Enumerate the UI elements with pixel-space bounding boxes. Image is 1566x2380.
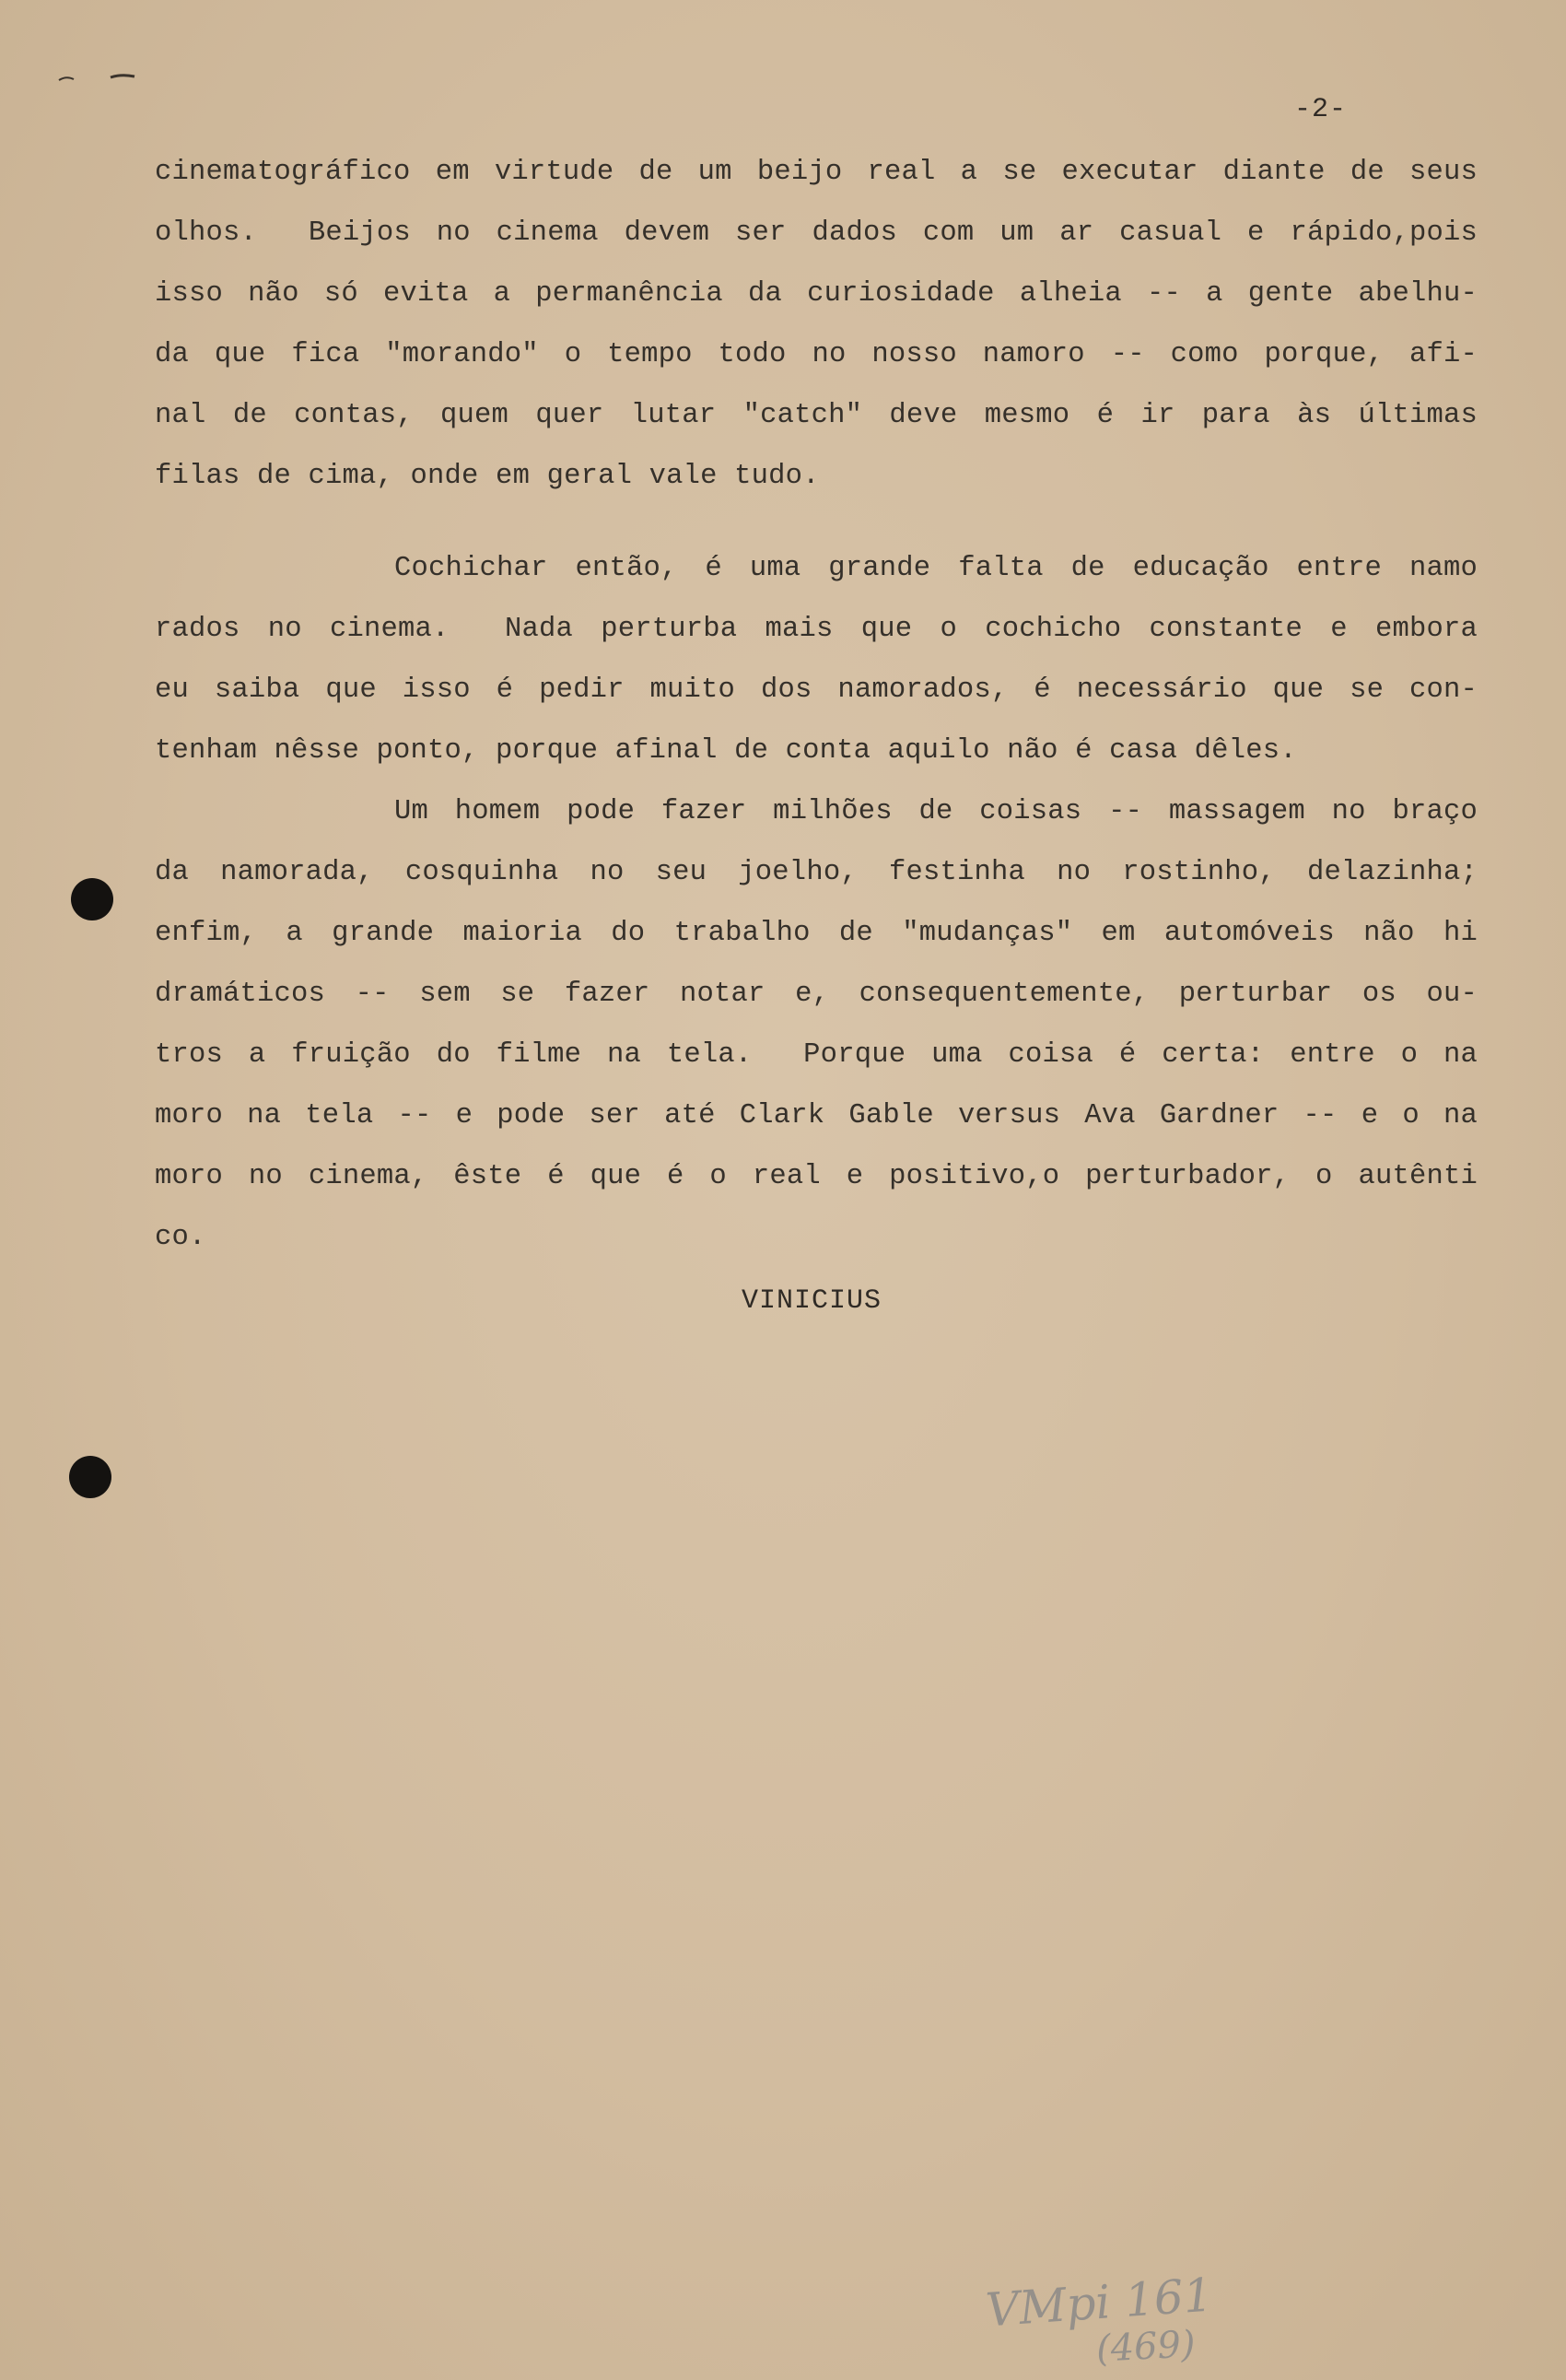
text-line: isso não só evita a permanência da curiosidade alheia -- a gente abelhu- <box>155 278 1478 310</box>
text-line: co. <box>155 1222 206 1253</box>
punch-hole <box>69 1456 111 1498</box>
text-line: filas de cima, onde em geral vale tudo. <box>155 461 820 492</box>
page-number: -2- <box>1294 94 1348 125</box>
text-line: enfim, a grande maioria do trabalho de "mudanças" em automóveis não hi <box>155 918 1478 949</box>
text-line: moro na tela -- e pode ser até Clark Gable versus Ava Gardner -- e o na <box>155 1100 1478 1131</box>
text-line: moro no cinema, êste é que é o real e positivo,o perturbador, o autênti <box>155 1161 1478 1192</box>
text-line: Um homem pode fazer milhões de coisas -- massagem no braço <box>394 796 1478 827</box>
text-line: nal de contas, quem quer lutar "catch" deve mesmo é ir para às últimas <box>155 400 1478 431</box>
text-line: olhos. Beijos no cinema devem ser dados com um ar casual e rápido,pois <box>155 217 1478 249</box>
text-line: cinematográfico em virtude de um beijo real a se executar diante de seus <box>155 157 1478 188</box>
text-line: dramáticos -- sem se fazer notar e, consequentemente, perturbar os ou- <box>155 979 1478 1010</box>
text-line: tros a fruição do filme na tela. Porque uma coisa é certa: entre o na <box>155 1039 1478 1071</box>
text-line: tenham nêsse ponto, porque afinal de conta aquilo não é casa dêles. <box>155 735 1297 767</box>
signature: VINICIUS <box>742 1285 882 1317</box>
archive-code: VMpi 161 <box>984 2268 1215 2338</box>
text-line: eu saiba que isso é pedir muito dos namorados, é necessário que se con- <box>155 674 1478 706</box>
archive-pencil-note <box>976 2268 1308 2377</box>
text-line: da namorada, cosquinha no seu joelho, festinha no rostinho, delazinha; <box>155 857 1478 888</box>
text-line: da que fica "morando" o tempo todo no nosso namoro -- como porque, afi- <box>155 339 1478 370</box>
ink-smudge <box>57 72 140 85</box>
archive-number: (469) <box>1094 2323 1197 2371</box>
text-line: rados no cinema. Nada perturba mais que o cochicho constante e embora <box>155 614 1478 645</box>
punch-hole <box>71 878 113 920</box>
text-line: Cochichar então, é uma grande falta de educação entre namo <box>394 553 1478 584</box>
